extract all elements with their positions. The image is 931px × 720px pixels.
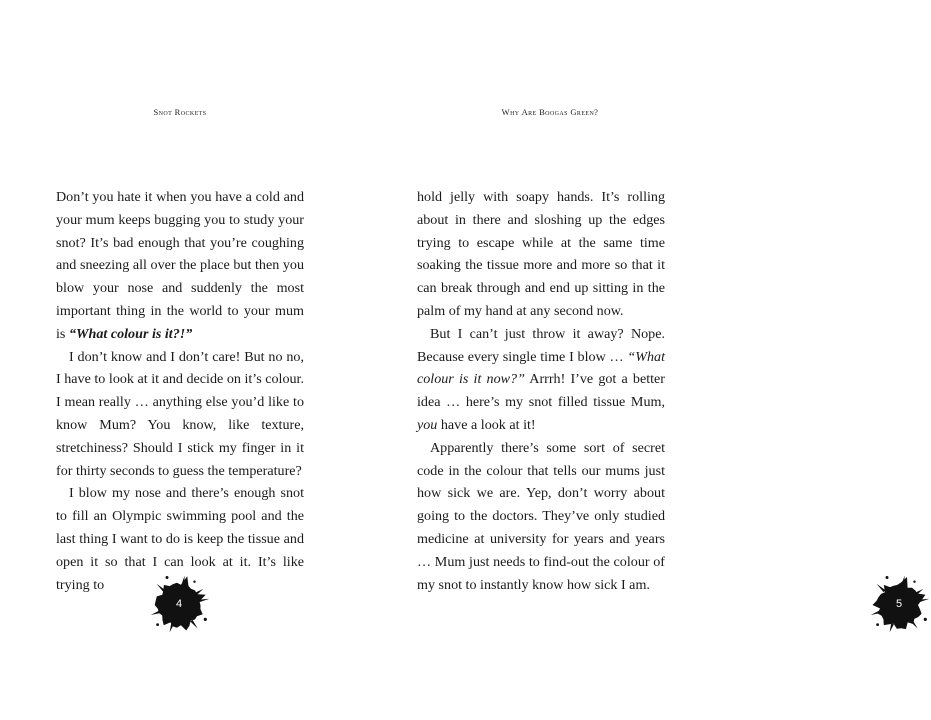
emphasis-quote: “What colour is it?!” [68,325,193,342]
paragraph [56,346,304,483]
paragraph-text: have a look at it! [437,416,536,433]
paragraph-text: Don’t you hate it when you have a cold and your mum keeps bugging you to study your snot? It’s bad enough that you’re coughing and sneezing all over the place but then you blow your nose and suddenly the most important thing in the world to your mum is [56,189,304,342]
body-text-left [56,186,304,596]
paragraph-text: hold jelly with soapy hands. It’s rolling about in there and sloshing up the edges trying to escape while at the same time soaking the tissue more and more so that it can break through and end up sitting in the palm of my hand at any second now. [417,189,665,319]
emphasis-word: you [417,416,438,433]
running-head-left: Snot Rockets [153,107,207,117]
paragraph-text: But I can’t just throw it away? Nope. Because every single time I blow … [417,325,665,365]
paragraph-text: Apparently there’s some sort of secret code in the colour that tells our mums just how sick we are. Yep, don’t worry about going to the doctors. They’ve only studied medicine at university for years and years … Mum just needs to find-out the colour of my snot to instantly know how sick I am. [417,439,665,593]
left-page [0,0,360,720]
paragraph [417,323,665,437]
paragraph-text: I don’t know and I don’t care! But no no, I have to look at it and decide on it’s colour. I mean really … anything else you’d like to know Mum? You know, like texture, stretchiness? Should I stick my finger in it for thirty seconds to guess the temperature? [56,348,304,479]
page-number-badge-right [867,572,931,636]
page-number: 5 [895,598,903,610]
paragraph [417,186,665,323]
right-page [360,0,903,720]
body-text-right [417,186,665,596]
running-head-right: Why Are Boogas Green? [501,107,599,117]
paragraph [56,186,304,346]
paragraph [417,437,665,597]
paragraph-text: Arrrh! I’ve got a better idea … here’s my snot filled tissue Mum, [417,371,665,411]
page-number: 4 [175,598,183,610]
page-number-badge-left [147,572,211,636]
emphasis-quote: “What colour is it now?” [417,348,665,388]
paragraph-text: I blow my nose and there’s enough snot to fill an Olympic swimming pool and the last thing I want to do is keep the tissue and open it so that I can look at it. It’s like trying to [56,485,304,593]
